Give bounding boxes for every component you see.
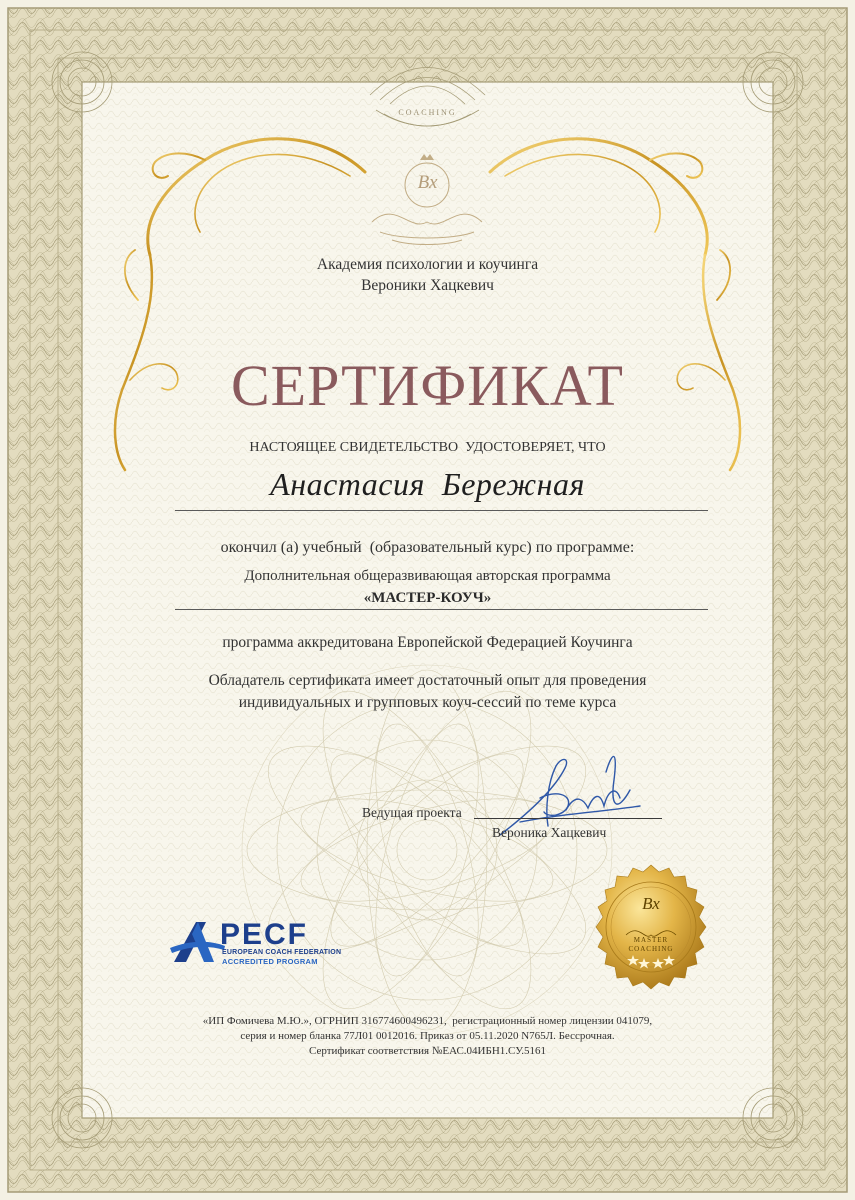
holder-text	[0, 670, 855, 714]
footer-line-3: Сертификат соответствия №ЕАС.04ИБН1.СУ.5161	[309, 1045, 546, 1057]
program-description: Дополнительная общеразвивающая авторская программа	[244, 568, 611, 584]
academy-line-2: Вероники Хацкевич	[361, 277, 494, 294]
pecf-accredited-text: ACCREDITED PROGRAM	[222, 957, 318, 966]
footer-line-2: серия и номер бланка 77Л01 0012016. Приказ от 05.11.2020 N765Л. Бессрочная.	[240, 1030, 615, 1042]
seal-monogram: Вх	[642, 894, 660, 913]
pecf-logo	[170, 918, 342, 966]
signature-role: Ведущая проекта	[362, 805, 462, 820]
pecf-letters: PECF	[220, 918, 309, 951]
certifies-text: НАСТОЯЩЕЕ СВИДЕТЕЛЬСТВО УДОСТОВЕРЯЕТ, ЧТО	[249, 440, 606, 455]
holder-line-1: Обладатель сертификата имеет достаточный опыт для проведения	[208, 672, 647, 689]
program-underline	[175, 609, 708, 610]
completed-text: окончил (а) учебный (образовательный курс) по программе:	[220, 539, 635, 556]
seal-text	[592, 868, 710, 986]
recipient-name: Анастасия Бережная	[270, 466, 585, 502]
academy-name	[0, 254, 855, 296]
signature-line	[474, 818, 662, 819]
seal-line-1: MASTER	[633, 936, 669, 944]
seal-line-2: COACHING	[628, 945, 674, 953]
footer-legal-text	[0, 1014, 855, 1059]
signature-name: Вероника Хацкевич	[492, 825, 607, 840]
academy-monogram: Вх	[417, 172, 438, 193]
program-name: «МАСТЕР-КОУЧ»	[363, 590, 492, 606]
recipient-underline	[175, 510, 708, 511]
top-emblem-text: COACHING	[398, 108, 457, 117]
footer-line-1: «ИП Фомичева М.Ю.», ОГРНИП 316774600496231, регистрационный номер лицензии 041079,	[202, 1015, 653, 1027]
holder-line-2: индивидуальных и групповых коуч-сессий по теме курса	[238, 694, 617, 711]
pecf-federation-text: EUROPEAN COACH FEDERATION	[222, 949, 342, 956]
certificate-title: СЕРТИФИКАТ	[230, 353, 624, 418]
academy-line-1: Академия психологии и коучинга	[316, 256, 539, 273]
accreditation-text: программа аккредитована Европейской Федерацией Коучинга	[222, 634, 633, 651]
